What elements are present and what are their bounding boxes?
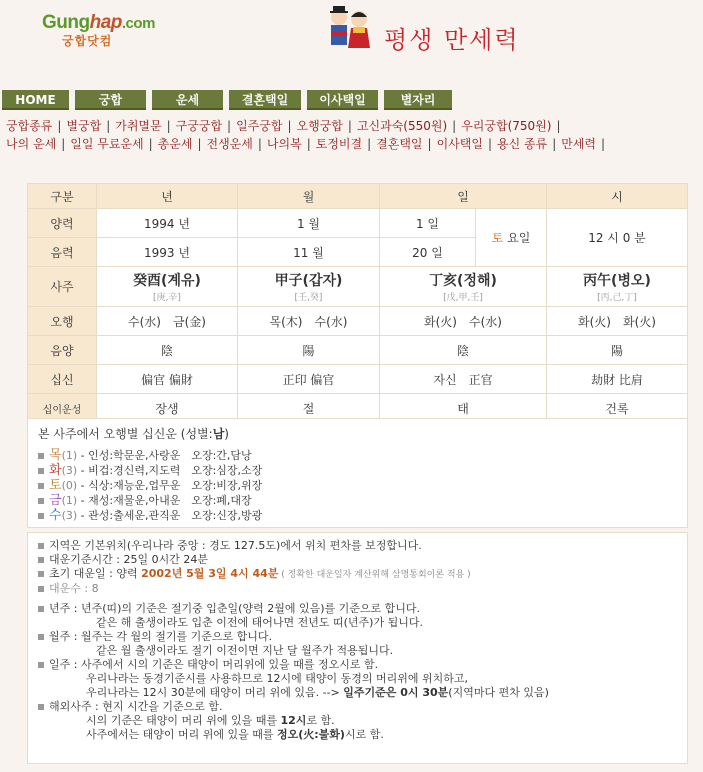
link-gachwi[interactable]: 가취멸문 [115,119,162,133]
nav-zodiac[interactable]: 별자리 [384,90,452,110]
eumyang-year: 陰 [97,336,238,365]
table-row [28,365,688,394]
row-label: 오행 [28,307,97,336]
list-item: 화(3) - 비겁:경신력,지도력 오장:심장,소장 [38,463,677,478]
link-daily-fortune[interactable]: 일일 무료운세 [70,137,144,151]
link-uri-gunghap[interactable]: 우리궁합(750원) [461,119,552,133]
list-item: 금(1) - 재성:재물운,아내운 오장:폐,대장 [38,493,677,508]
lunar-day: 20 일 [380,238,476,267]
sipsin-year: 偏官 偏財 [97,365,238,394]
sipsin-hour: 劫財 比肩 [547,365,688,394]
table-row [28,209,688,238]
header-cell: 월 [238,184,380,209]
link-manseryeok[interactable]: 만세력 [561,137,597,151]
link-row-gunghap: 궁합종류 | 별궁합 | 가취멸문 | 구궁궁합 | 일주궁합 | 오행궁합 | 고신과숙(550원) | 우리궁합(750원) | [6,119,561,133]
list-item-detail: 같은 월 출생이라도 절기 이전이면 지난 달 월주가 적용됩니다. [96,644,394,657]
link-tojeong[interactable]: 토정비결 [315,137,363,151]
site-logo[interactable] [42,12,155,49]
list-item: 목(1) - 인성:학문운,사랑운 오장:간,담낭 [38,448,677,463]
table-header-row [28,184,688,209]
saju-table [27,183,688,423]
panel-heading: 본 사주에서 오행별 십신운 (성별:남) [38,427,229,441]
nav-wedding-date[interactable]: 결혼택일 [229,90,301,110]
row-label: 음양 [28,336,97,365]
sipsin-day: 자신 正官 [380,365,547,394]
link-yongsin[interactable]: 용신 종류 [497,137,548,151]
row-label: 사주 [28,267,97,307]
list-item-detail: 시의 기준은 태양이 머리 위에 있을 때를 12시로 함. [86,714,335,727]
ohaeng-sipsin-panel [27,418,688,528]
unseong-month: 절 [238,394,380,423]
list-item: 대운수 : 8 [38,582,677,596]
row-label: 양력 [28,209,97,238]
list-item: 수(3) - 관성:출세운,관직운 오장:신장,방광 [38,508,677,523]
nav-unse[interactable]: 운세 [152,90,223,110]
link-wedding-date[interactable]: 결혼택일 [376,137,423,151]
header-cell: 구분 [28,184,97,209]
list-item: 일주 : 사주에서 시의 기준은 태양이 머리위에 있을 때를 정오시로 함. [38,658,677,672]
ohaeng-month: 목(木) 수(水) [238,307,380,336]
list-item: 해외사주 : 현지 시간을 기준으로 함. [38,700,677,714]
link-my-luck[interactable]: 나의복 [266,137,302,151]
info-panel [27,532,688,764]
lunar-year: 1993 년 [97,238,238,267]
lunar-month: 11 월 [238,238,380,267]
day-of-week: 토 요일 [476,209,547,267]
link-past-life[interactable]: 전생운세 [206,137,253,151]
saju-year: 癸酉(계유) [庚,辛] [97,267,238,307]
link-gugung[interactable]: 구궁궁합 [175,119,223,133]
link-ilju-gunghap[interactable]: 일주궁합 [236,119,283,133]
header-cell: 년 [97,184,238,209]
list-item: 월주 : 월주는 각 월의 절기를 기준으로 합니다. [38,630,677,644]
link-gunghap-types[interactable]: 궁합종류 [6,119,53,133]
nav-moving-date[interactable]: 이사택일 [307,90,378,110]
ohaeng-year: 수(水) 금(金) [97,307,238,336]
ohaeng-day: 화(火) 수(水) [380,307,547,336]
saju-month: 甲子(갑자) [壬,癸] [238,267,380,307]
page-title: 평생 만세력 [384,26,520,54]
list-item: 년주 : 년주(띠)의 기준은 절기중 입춘일(양력 2월에 있음)를 기준으로 합니다. [38,602,677,616]
table-row [28,336,688,365]
unseong-year: 장생 [97,394,238,423]
link-star-gunghap[interactable]: 별궁합 [66,119,102,133]
link-row-unse: 나의 운세 | 일일 무료운세 | 총운세 | 전생운세 | 나의복 | 토정비결 | 결혼택일 | 이사택일 | 용신 종류 | 만세력 | [6,137,606,151]
ohaeng-hour: 화(火) 화(火) [547,307,688,336]
list-item: 지역은 기본위치(우리나라 중앙 : 경도 127.5도)에서 위치 편차를 보정합니다. [38,539,677,553]
eumyang-month: 陽 [238,336,380,365]
row-label: 십신 [28,365,97,394]
list-item-detail: 우리나라는 12시 30분에 태양이 머리 위에 있음. --> 일주기준은 0시 30분(지역마다 편차 있음) [86,686,549,699]
logo-text-ko: 궁합닷컴 [62,34,113,48]
list-item-detail: 사주에서는 태양이 머리 위에 있을 때를 정오(火:불화)시로 함. [86,728,384,741]
unseong-hour: 건록 [547,394,688,423]
nav-home[interactable]: HOME [2,90,69,110]
link-my-fortune[interactable]: 나의 운세 [6,137,57,151]
unseong-day: 태 [380,394,547,423]
top-nav [2,90,458,110]
header-cell: 시 [547,184,688,209]
mascot-couple-icon [324,4,374,52]
link-ohaeng-gunghap[interactable]: 오행궁합 [296,119,343,133]
solar-year: 1994 년 [97,209,238,238]
eumyang-day: 陰 [380,336,547,365]
solar-day: 1 일 [380,209,476,238]
logo-text-en: Gunghap.com [42,12,155,33]
birth-time: 12 시 0 분 [547,209,688,267]
link-moving-date[interactable]: 이사택일 [436,137,483,151]
table-row [28,267,688,307]
nav-gunghap[interactable]: 궁합 [75,90,146,110]
link-gosin[interactable]: 고신과숙(550원) [356,119,448,133]
sipsin-month: 正印 偏官 [238,365,380,394]
row-label: 십이운성 [28,394,97,423]
header-cell: 일 [380,184,547,209]
list-item-detail: 같은 해 출생이라도 입춘 이전에 태어나면 전년도 띠(년주)가 됩니다. [96,616,423,629]
row-label: 음력 [28,238,97,267]
solar-month: 1 월 [238,209,380,238]
eumyang-hour: 陽 [547,336,688,365]
list-item: 토(0) - 식상:재능운,업무운 오장:비장,위장 [38,478,677,493]
link-total-fortune[interactable]: 총운세 [157,137,193,151]
table-row [28,307,688,336]
saju-hour: 丙午(병오) [丙,己,丁] [547,267,688,307]
list-item: 대운기준시간 : 25일 0시간 24분 [38,553,677,567]
list-item-detail: 우리나라는 동경기준시를 사용하므로 12시에 태양이 동경의 머리위에 위치하고, [86,672,468,685]
list-item: 초기 대운일 : 양력 2002년 5월 3일 4시 44분 ( 정확한 대운일자 계산위해 삼명통회이론 적용 ) [38,567,677,582]
saju-day: 丁亥(정해) [戊,甲,壬] [380,267,547,307]
